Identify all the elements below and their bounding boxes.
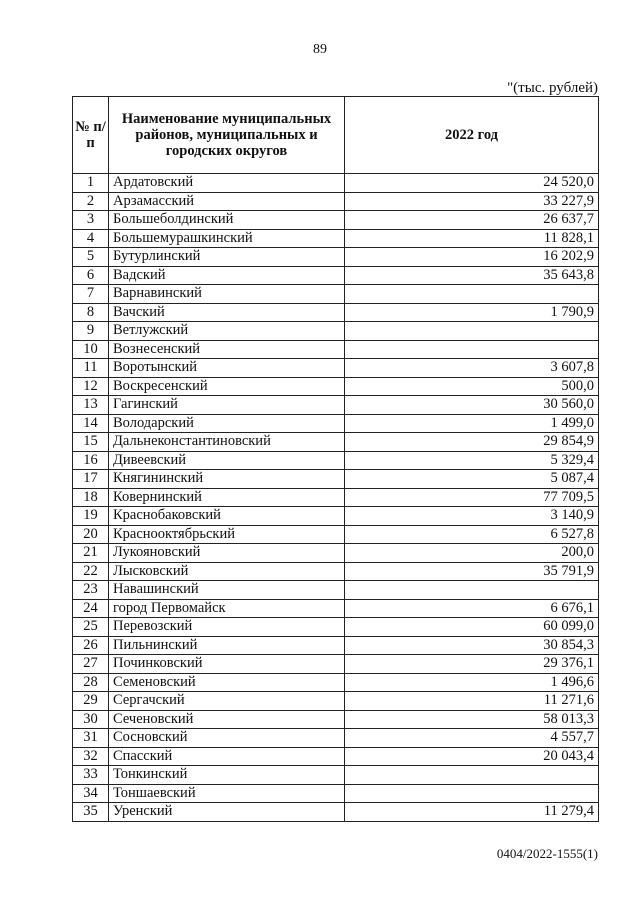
district-name: Навашинский [109,581,345,600]
district-name: Спасский [109,747,345,766]
amount-2022: 77 709,5 [345,488,599,507]
table-row [73,599,599,618]
table-row [73,710,599,729]
amount-2022: 5 087,4 [345,470,599,489]
row-number: 24 [73,599,109,618]
district-name: Вачский [109,303,345,322]
district-name: Ковернинский [109,488,345,507]
table-row [73,655,599,674]
district-name: Арзамасский [109,192,345,211]
district-name: Семеновский [109,673,345,692]
district-name: Тонкинский [109,766,345,785]
table-row [73,192,599,211]
amount-2022: 30 854,3 [345,636,599,655]
row-number: 9 [73,322,109,341]
district-name: Ветлужский [109,322,345,341]
table-row [73,211,599,230]
district-name: Княгининский [109,470,345,489]
header-name: Наименование муниципальных районов, муниципальных и городских округов [109,97,345,174]
district-name: Сеченовский [109,710,345,729]
amount-2022: 11 271,6 [345,692,599,711]
amount-2022: 500,0 [345,377,599,396]
table-row [73,525,599,544]
row-number: 3 [73,211,109,230]
table-row [73,396,599,415]
row-number: 25 [73,618,109,637]
document-code: 0404/2022-1555(1) [496,846,598,861]
table-row [73,581,599,600]
district-name: Бутурлинский [109,248,345,267]
row-number: 31 [73,729,109,748]
district-name: Воротынский [109,359,345,378]
header-number: № п/п [73,97,109,174]
row-number: 11 [73,359,109,378]
amount-2022: 6 676,1 [345,599,599,618]
table-row [73,692,599,711]
table-row [73,359,599,378]
table-row [73,784,599,803]
row-number: 33 [73,766,109,785]
table-row [73,451,599,470]
district-name: Ардатовский [109,174,345,193]
table-row [73,562,599,581]
row-number: 34 [73,784,109,803]
district-name: Починковский [109,655,345,674]
amount-2022: 30 560,0 [345,396,599,415]
district-name: Варнавинский [109,285,345,304]
table-row [73,488,599,507]
amount-2022: 24 520,0 [345,174,599,193]
row-number: 1 [73,174,109,193]
district-name: Воскресенский [109,377,345,396]
row-number: 13 [73,396,109,415]
table-row [73,229,599,248]
amount-2022: 35 791,9 [345,562,599,581]
amount-2022: 58 013,3 [345,710,599,729]
amount-2022 [345,340,599,359]
table-row [73,340,599,359]
table-row [73,266,599,285]
units-note: "(тыс. рублей) [507,80,598,96]
amount-2022: 11 828,1 [345,229,599,248]
row-number: 12 [73,377,109,396]
district-name: город Первомайск [109,599,345,618]
row-number: 10 [73,340,109,359]
amount-2022: 200,0 [345,544,599,563]
districts-table [72,96,599,822]
district-name: Гагинский [109,396,345,415]
amount-2022: 5 329,4 [345,451,599,470]
row-number: 16 [73,451,109,470]
district-name: Краснооктябрьский [109,525,345,544]
district-name: Володарский [109,414,345,433]
district-name: Лысковский [109,562,345,581]
row-number: 28 [73,673,109,692]
row-number: 15 [73,433,109,452]
table-row [73,322,599,341]
table-row [73,803,599,822]
amount-2022: 3 140,9 [345,507,599,526]
row-number: 29 [73,692,109,711]
table-row [73,766,599,785]
table-row [73,248,599,267]
table-row [73,636,599,655]
amount-2022 [345,322,599,341]
row-number: 18 [73,488,109,507]
district-name: Пильнинский [109,636,345,655]
table-row [73,618,599,637]
district-name: Большеболдинский [109,211,345,230]
row-number: 35 [73,803,109,822]
table-row [73,433,599,452]
table-row [73,544,599,563]
table-row [73,174,599,193]
table-row [73,673,599,692]
district-name: Дивеевский [109,451,345,470]
row-number: 22 [73,562,109,581]
amount-2022: 1 790,9 [345,303,599,322]
amount-2022: 1 496,6 [345,673,599,692]
amount-2022: 11 279,4 [345,803,599,822]
row-number: 17 [73,470,109,489]
table-row [73,729,599,748]
district-name: Лукояновский [109,544,345,563]
row-number: 23 [73,581,109,600]
row-number: 4 [73,229,109,248]
amount-2022: 6 527,8 [345,525,599,544]
district-name: Тоншаевский [109,784,345,803]
row-number: 6 [73,266,109,285]
amount-2022: 20 043,4 [345,747,599,766]
table-row [73,285,599,304]
district-name: Большемурашкинский [109,229,345,248]
row-number: 7 [73,285,109,304]
amount-2022: 60 099,0 [345,618,599,637]
district-name: Сосновский [109,729,345,748]
table-header-row [73,97,599,174]
row-number: 32 [73,747,109,766]
amount-2022 [345,581,599,600]
amount-2022: 29 376,1 [345,655,599,674]
table-row [73,507,599,526]
row-number: 5 [73,248,109,267]
page-number: 89 [313,42,327,57]
table-row [73,747,599,766]
district-name: Дальнеконстантиновский [109,433,345,452]
amount-2022: 4 557,7 [345,729,599,748]
row-number: 2 [73,192,109,211]
table-row [73,414,599,433]
district-name: Сергачский [109,692,345,711]
amount-2022: 33 227,9 [345,192,599,211]
district-name: Вадский [109,266,345,285]
table-row [73,470,599,489]
amount-2022: 1 499,0 [345,414,599,433]
row-number: 21 [73,544,109,563]
district-name: Перевозский [109,618,345,637]
amount-2022: 26 637,7 [345,211,599,230]
row-number: 30 [73,710,109,729]
district-name: Вознесенский [109,340,345,359]
row-number: 19 [73,507,109,526]
row-number: 27 [73,655,109,674]
table-body [73,174,599,822]
amount-2022: 35 643,8 [345,266,599,285]
table-row [73,303,599,322]
district-name: Уренский [109,803,345,822]
row-number: 20 [73,525,109,544]
header-year: 2022 год [345,97,599,174]
amount-2022: 3 607,8 [345,359,599,378]
amount-2022: 29 854,9 [345,433,599,452]
row-number: 26 [73,636,109,655]
amount-2022 [345,285,599,304]
amount-2022 [345,766,599,785]
amount-2022: 16 202,9 [345,248,599,267]
district-name: Краснобаковский [109,507,345,526]
amount-2022 [345,784,599,803]
table-row [73,377,599,396]
row-number: 14 [73,414,109,433]
row-number: 8 [73,303,109,322]
